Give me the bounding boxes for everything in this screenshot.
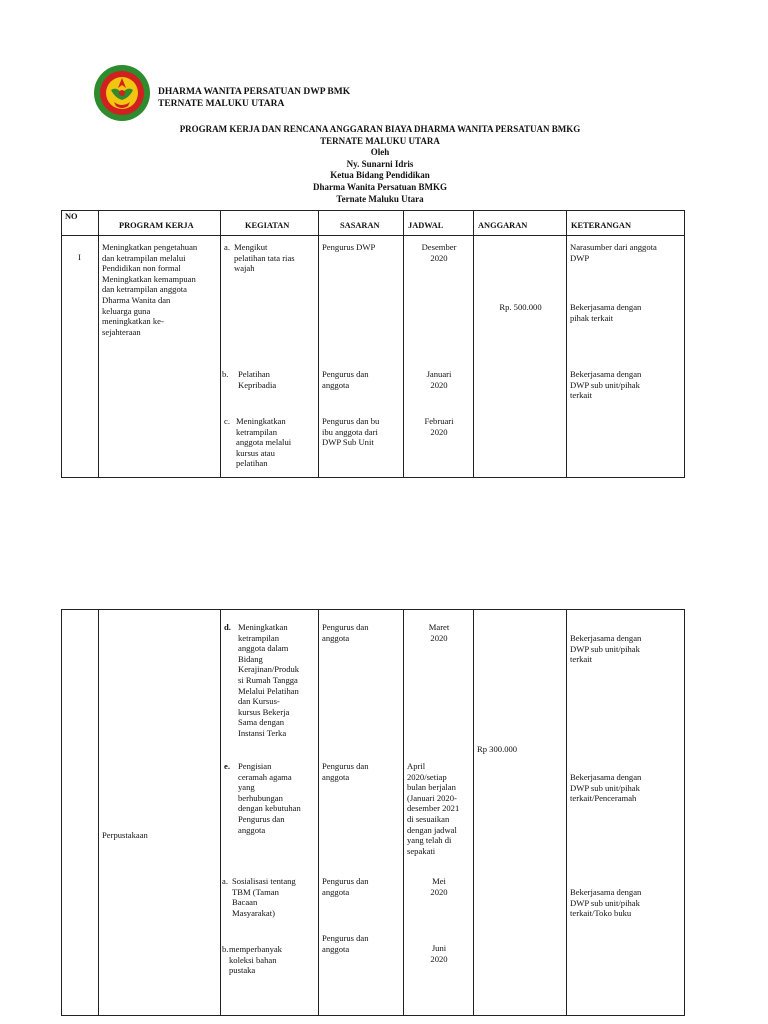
document-title: PROGRAM KERJA DAN RENCANA ANGGARAN BIAYA DHARMA WANITA PERSATUAN BMKG [179,124,581,134]
cell-text: a. [224,242,230,252]
cell-text: Meningkatkan ketrampilan anggota melalui kursus atau pelatihan [236,416,292,469]
cell-text: b. [222,944,229,954]
cell-text: Pengurus dan anggota [322,369,369,390]
cell-no [62,610,99,1016]
cell-text: SASARAN [340,221,380,230]
table-row [62,236,685,478]
cell-text: Rp 300.000 [477,744,518,754]
program-table-part2 [61,609,685,1016]
cell-anggaran [474,236,567,478]
header-no [62,211,99,236]
header-sasaran [319,211,404,236]
cell-program [99,236,221,478]
cell-text: JADWAL [408,221,444,230]
cell-text: a. [222,876,228,886]
author-organization: Dharma Wanita Persatuan BMKG [312,181,448,192]
cell-text: Bekerjasama dengan DWP sub unit/pihak terkait [570,633,642,665]
cell-text: Bekerjasama dengan DWP sub unit/pihak terkait/Penceramah [570,772,642,804]
cell-text: e. [224,761,230,771]
cell-text: memperbanyak koleksi bahan pustaka [229,944,282,976]
cell-kegiatan [221,610,319,1016]
document-title-block [120,124,640,205]
cell-keterangan [567,236,685,478]
cell-text: PROGRAM KERJA [119,221,194,230]
cell-text: NO [65,212,78,221]
cell-text: b. [222,369,229,379]
cell-text: Juni 2020 [430,943,448,964]
cell-text: c. [224,416,230,426]
cell-text: Februari 2020 [424,416,454,437]
org-location: TERNATE MALUKU UTARA [158,99,285,109]
table-row [62,610,685,1016]
cell-sasaran [319,236,404,478]
header-keterangan [567,211,685,236]
title-by: Oleh [370,147,390,158]
cell-text: Mengikut pelatihan tata rias wajah [234,242,295,274]
dharma-wanita-logo-icon [93,64,151,122]
cell-text: Pelatihan Kepribadia [238,369,277,390]
cell-text: Pengurus dan bu ibu anggota dari DWP Sub Unit [322,416,380,448]
author-name: Ny. Sunarni Idris [346,158,414,169]
cell-anggaran [474,610,567,1016]
cell-text: Pengurus dan anggota [322,933,369,954]
cell-text: Bekerjasama dengan pihak terkait [570,302,642,323]
header-program [99,211,221,236]
cell-text: Mei 2020 [430,876,448,897]
program-table-part1 [61,210,685,478]
cell-text: I [78,252,81,262]
author-role: Ketua Bidang Pendidikan [330,170,430,181]
header-anggaran [474,211,567,236]
cell-text: d. [224,622,231,632]
cell-no [62,236,99,478]
cell-text: Bekerjasama dengan DWP sub unit/pihak terkait/Toko buku [570,887,642,919]
cell-keterangan [567,610,685,1016]
cell-text: Sosialisasi tentang TBM (Taman Bacaan Masyarakat) [232,876,296,918]
cell-text: Pengurus dan anggota [322,761,369,782]
cell-text: Januari 2020 [426,369,452,390]
cell-jadwal [404,236,474,478]
author-location: Ternate Maluku Utara [336,193,424,204]
cell-kegiatan [221,236,319,478]
header-jadwal [404,211,474,236]
cell-text: Bekerjasama dengan DWP sub unit/pihak terkait [570,369,642,401]
org-name: DHARMA WANITA PERSATUAN DWP BMK [158,87,351,97]
cell-text: Pengurus DWP [322,242,376,252]
cell-text: Pengurus dan anggota [322,622,369,643]
cell-text: Desember 2020 [421,242,457,263]
header-kegiatan [221,211,319,236]
cell-jadwal [404,610,474,1016]
cell-text: Pengisian ceramah agama yang berhubungan dengan kebutuhan Pengurus dan anggota [238,761,301,835]
cell-text: KETERANGAN [571,221,632,230]
cell-text: Narasumber dari anggota DWP [570,242,657,263]
organization-header [158,86,350,110]
cell-sasaran [319,610,404,1016]
cell-text: Meningkatkan ketrampilan anggota dalam Bidang Kerajinan/Produk si Rumah Tangga Melalui Pelatihan dan Kursus- kursus Bekerja Sama dengan Instansi Terka [238,622,300,738]
cell-text: April 2020/setiap bulan berjalan (Januari 2020- desember 2021 di sesuaikan dengan jadwal yang telah di sepakati [407,761,460,856]
cell-text: Maret 2020 [428,622,450,643]
cell-text: ANGGARAN [478,221,528,230]
cell-text: Rp. 500.000 [499,302,542,312]
cell-program [99,610,221,1016]
cell-text: Pengurus dan anggota [322,876,369,897]
table-header-row [62,211,685,236]
title-location: TERNATE MALUKU UTARA [320,135,440,146]
cell-text: KEGIATAN [245,221,290,230]
cell-text: Perpustakaan [102,830,148,840]
cell-text: Meningkatkan pengetahuan dan ketrampilan melalui Pendidikan non formal Meningkatkan kemampuan dan ketrampilan anggota Dharma Wanita dan keluarga guna meningkatkan ke- sejahteraan [102,242,198,337]
